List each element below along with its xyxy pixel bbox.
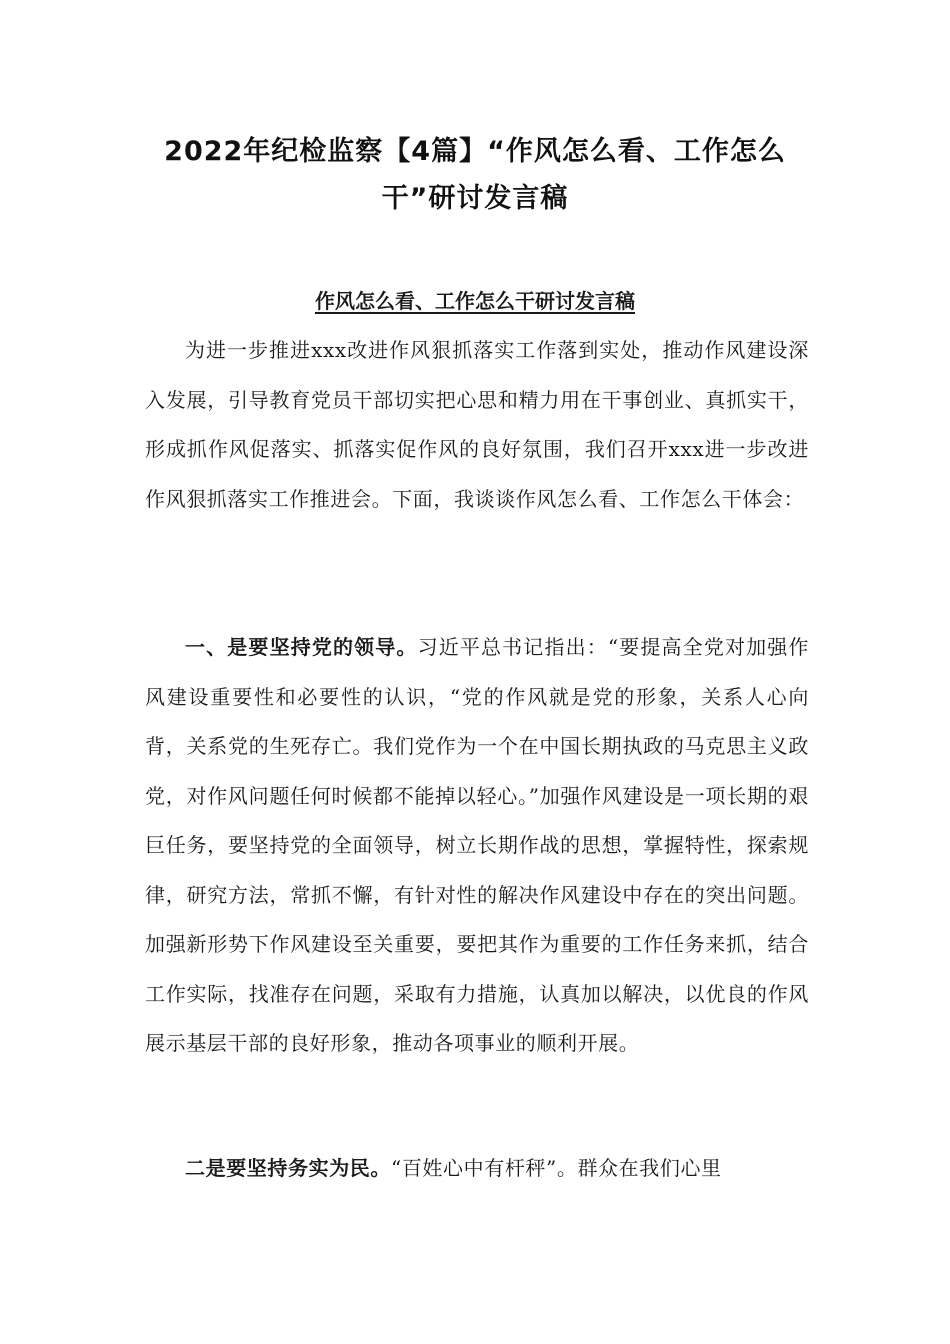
paragraph-lead: 一、是要坚持党的领导。 [185,635,418,659]
section-heading-text: 作风怎么看、工作怎么干研讨发言稿 [315,289,635,313]
document-title-line-1: 2022年纪检监察【4篇】“作风怎么看、工作怎么 [164,136,786,167]
document-title [120,128,830,222]
paragraph-body: 为进一步推进xxx改进作风狠抓落实工作落到实处，推动作风建设深入发展，引导教育党员干部切实把心思和精力用在干事创业、真抓实干，形成抓作风促落实、抓落实促作风的良好氛围，我们召开xxx进一步改进作风狠抓落实工作推进会。下面，我谈谈作风怎么看、工作怎么干体会： [145,338,809,511]
paragraph-point-two [145,1144,809,1194]
document-title-line-2: 干”研讨发言稿 [381,183,569,214]
paragraph-body: “百姓心中有杆秤”。群众在我们心里 [391,1156,722,1180]
section-heading [145,286,805,316]
paragraph-lead: 二是要坚持务实为民。 [185,1156,391,1180]
paragraph-body: 习近平总书记指出：“要提高全党对加强作风建设重要性和必要性的认识，“党的作风就是党的形象，关系人心向背，关系党的生死存亡。我们党作为一个在中国长期执政的马克思主义政党，对作风问题任何时候都不能掉以轻心。”加强作风建设是一项长期的艰巨任务，要坚持党的全面领导，树立长期作战的思想，掌握特性，探索规律，研究方法，常抓不懈，有针对性的解决作风建设中存在的突出问题。加强新形势下作风建设至关重要，要把其作为重要的工作任务来抓，结合工作实际，找准存在问题，采取有力措施，认真加以解决，以优良的作风展示基层干部的良好形象，推动各项事业的顺利开展。 [145,635,810,1055]
paragraph-point-one [145,623,809,1069]
paragraph-intro [145,326,809,524]
